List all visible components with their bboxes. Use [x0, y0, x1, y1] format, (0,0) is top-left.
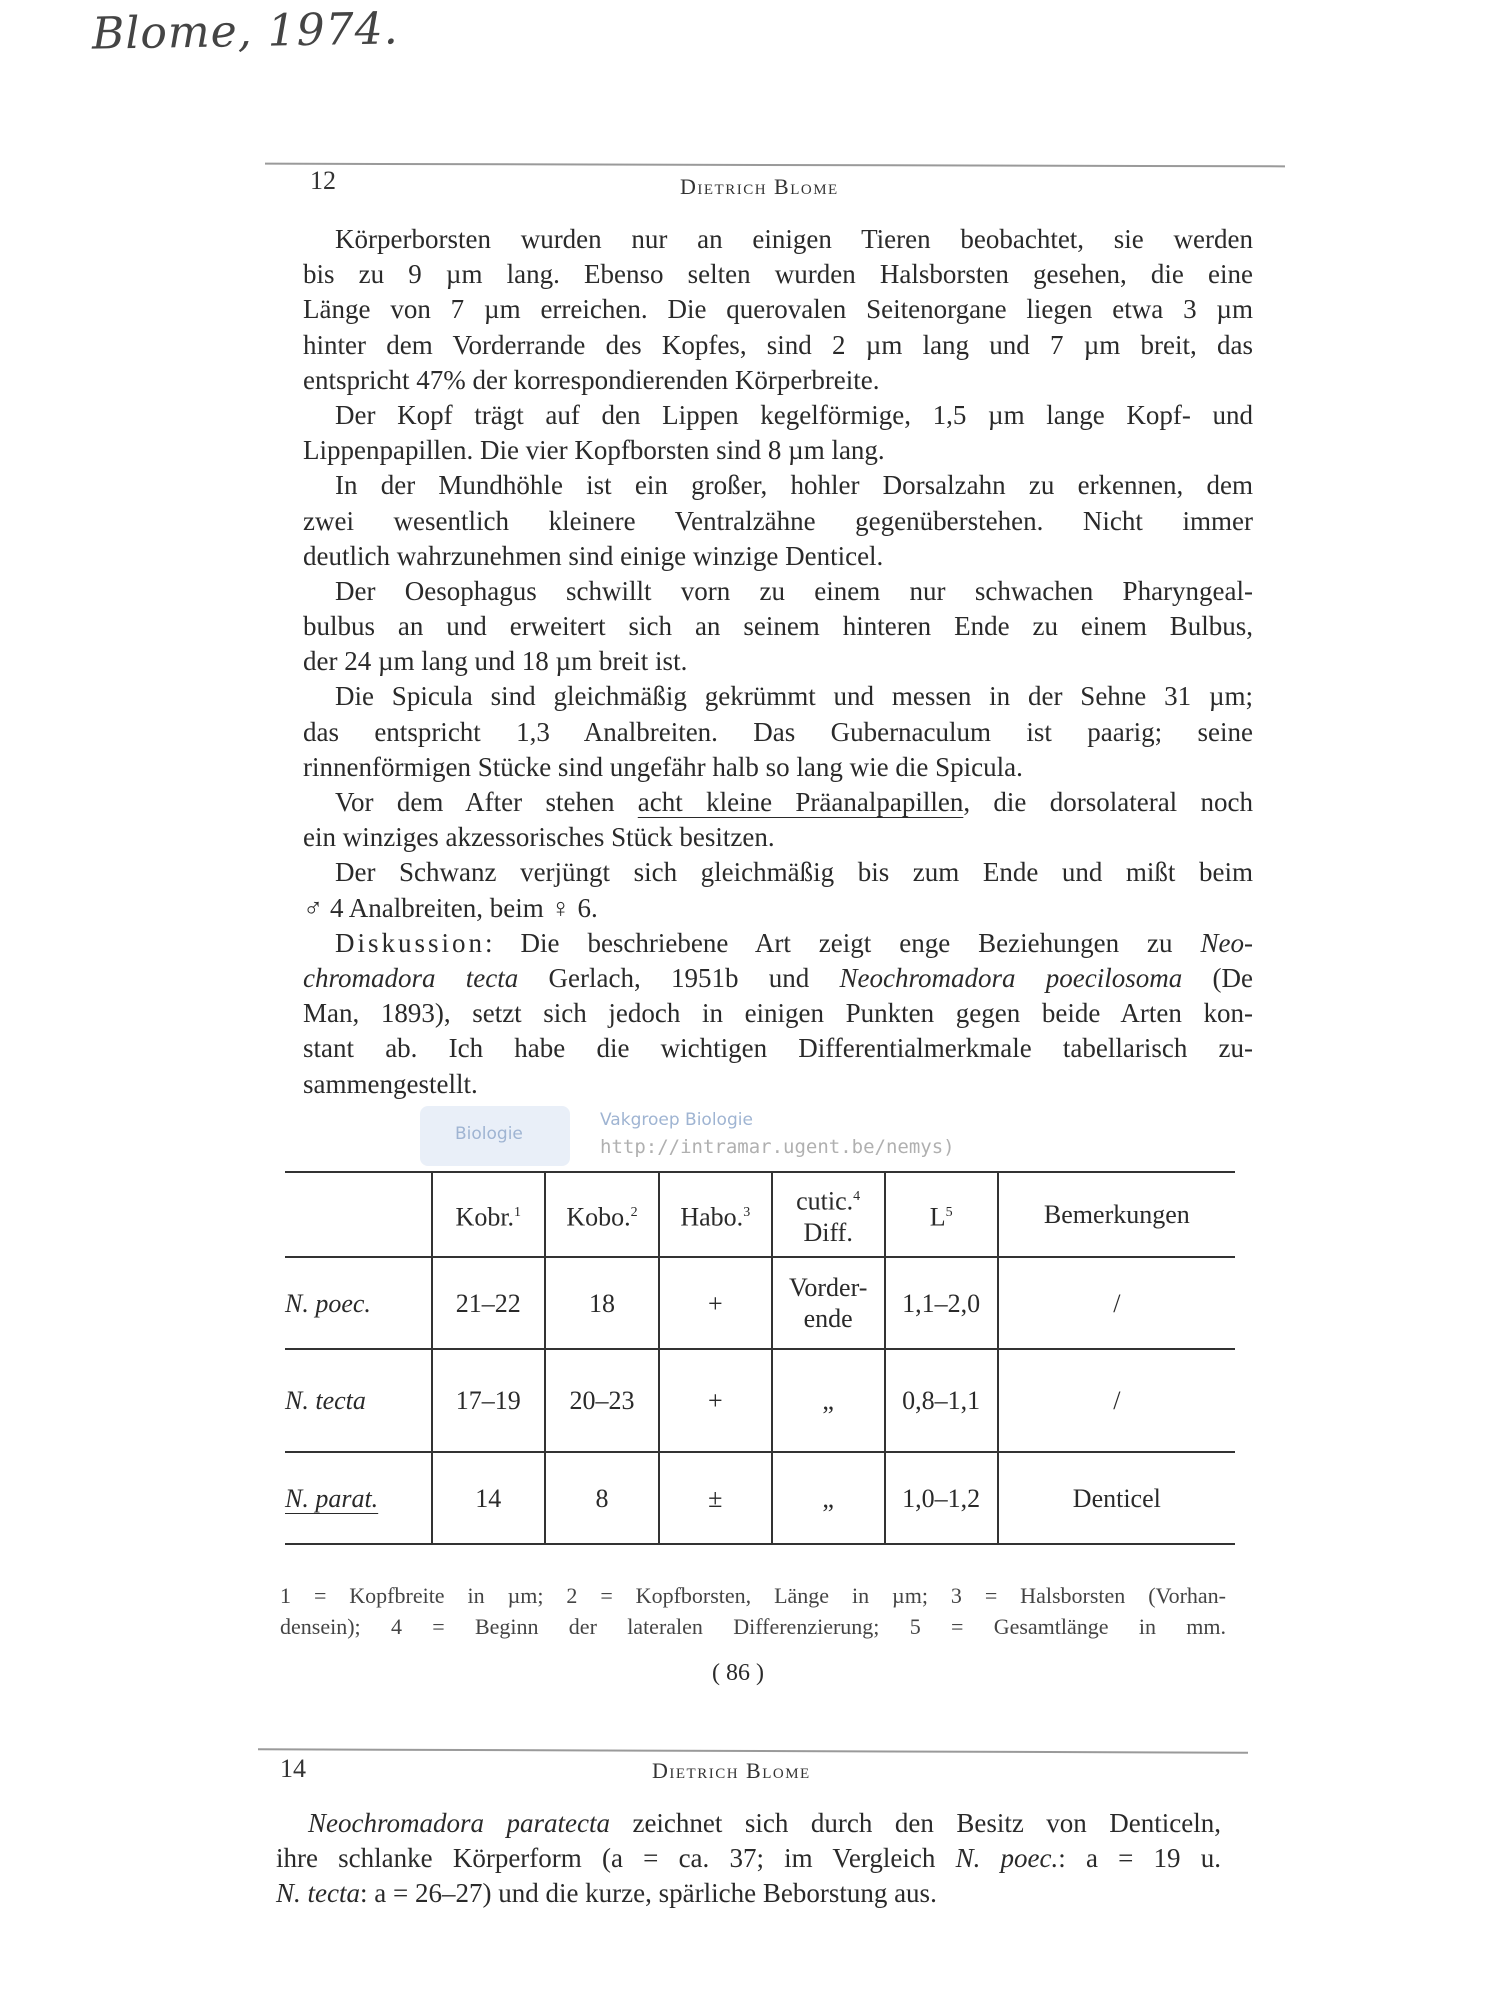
text-line — [276, 1876, 1221, 1911]
text-segment: Lippenpapillen. Die vier Kopfborsten sind 8 µm lang. — [303, 435, 885, 466]
text-line — [303, 820, 1253, 855]
text-line — [303, 855, 1253, 890]
text-line — [303, 539, 1253, 574]
text-segment: bulbus an und erweitert sich an seinem hinteren Ende zu einem Bulbus, — [303, 611, 1253, 642]
text-segment: Man, 1893), setzt sich jedoch in einigen Punkten gegen beide Arten kon- — [303, 998, 1253, 1029]
text-segment: Der Oesophagus schwillt vorn zu einem nur schwachen Pharyngeal- — [335, 575, 1253, 606]
text-segment: N. poec. — [955, 1843, 1059, 1874]
column-header — [885, 1172, 998, 1257]
table-cell — [772, 1452, 885, 1544]
cell-value: N. poec. — [285, 1288, 371, 1318]
folio: ( 86 ) — [712, 1660, 764, 1686]
running-head-2: Dietrich Blome — [652, 1758, 811, 1783]
text-segment: stant ab. Ich habe die wichtigen Differentialmerkmale tabellarisch zu- — [303, 1033, 1253, 1064]
cell-value: ± — [708, 1483, 723, 1513]
column-header — [772, 1172, 885, 1257]
cell-value: 0,8–1,1 — [902, 1386, 981, 1415]
cell-value: N. parat. — [285, 1483, 379, 1513]
table-cell — [772, 1349, 885, 1452]
text-line — [303, 961, 1253, 996]
text-segment: : Die beschriebene Art zeigt enge Beziehungen zu — [485, 927, 1201, 958]
text-segment: Neochromadora poecilosoma — [839, 962, 1183, 993]
text-segment: In der Mundhöhle ist ein großer, hohler Dorsalzahn zu erkennen, dem — [335, 470, 1253, 501]
text-segment: N. tecta — [276, 1878, 360, 1909]
column-header — [659, 1172, 772, 1257]
footnote-line: densein); 4 = Beginn der lateralen Differenzierung; 5 = Gesamtlänge in mm. — [280, 1614, 1226, 1639]
text-segment: deutlich wahrzunehmen sind einige winzige Denticel. — [303, 540, 884, 571]
footnote-marker: 5 — [945, 1204, 953, 1220]
text-line — [303, 609, 1253, 644]
cell-value: N. tecta — [285, 1386, 366, 1415]
text-segment: zwei wesentlich kleinere Ventralzähne gegenüberstehen. Nicht immer — [303, 505, 1253, 536]
text-segment: das entspricht 1,3 Analbreiten. Das Gubernaculum ist paarig; seine — [303, 716, 1253, 747]
table-cell — [885, 1452, 998, 1544]
text-line — [303, 504, 1253, 539]
text-segment: Neochromadora paratecta — [308, 1808, 610, 1838]
header-label: Kobo. — [566, 1202, 631, 1232]
table-row — [285, 1349, 1235, 1452]
table-cell — [432, 1257, 546, 1349]
text-line — [303, 222, 1253, 257]
cell-value: Denticel — [1072, 1483, 1161, 1513]
cell-value: + — [707, 1386, 723, 1415]
cell-value: 21–22 — [455, 1288, 521, 1318]
cell-value: 18 — [589, 1288, 615, 1318]
text-line — [303, 574, 1253, 609]
text-segment: Diskussion — [335, 927, 486, 958]
cell-value: 8 — [595, 1483, 609, 1513]
text-segment: : a = 19 u. — [1058, 1843, 1221, 1874]
text-segment: acht kleine Präanalpapillen — [637, 787, 964, 817]
header-label: Diff. — [803, 1217, 853, 1247]
text-segment: hinter dem Vorderrande des Kopfes, sind 2 µm lang und 7 µm breit, das — [303, 329, 1253, 360]
text-line — [303, 891, 1253, 926]
species-cell — [285, 1257, 432, 1349]
text-line — [303, 1067, 1253, 1102]
footnote-marker: 1 — [514, 1204, 522, 1220]
cell-value: „ — [822, 1483, 834, 1513]
text-line — [303, 433, 1253, 468]
cell-value: 1,0–1,2 — [902, 1483, 981, 1513]
text-line — [303, 257, 1253, 292]
cell-value: / — [1113, 1386, 1121, 1415]
body-text — [303, 222, 1253, 1102]
text-line — [303, 292, 1253, 327]
cell-value: 1,1–2,0 — [902, 1288, 981, 1318]
text-segment: Neo- — [1200, 927, 1253, 958]
text-line — [303, 363, 1253, 398]
table-cell — [545, 1452, 659, 1544]
table-row — [285, 1452, 1235, 1544]
text-line — [276, 1806, 1221, 1841]
text-line — [303, 468, 1253, 503]
text-segment: ein winziges akzessorisches Stück besitzen. — [303, 822, 775, 853]
species-cell — [285, 1452, 432, 1544]
watermark-logo-text: Biologie — [455, 1124, 523, 1144]
text-segment: Vor dem After stehen — [335, 787, 638, 817]
text-line — [303, 715, 1253, 750]
table-row — [285, 1257, 1235, 1349]
footnote-line: 1 = Kopfbreite in µm; 2 = Kopfborsten, Länge in µm; 3 = Halsborsten (Vorhan- — [280, 1583, 1226, 1608]
text-segment: rinnenförmigen Stücke sind ungefähr halb so lang wie die Spicula. — [303, 751, 1023, 782]
differential-table — [285, 1171, 1235, 1545]
header-label: L — [929, 1202, 946, 1232]
table-cell — [659, 1349, 772, 1452]
column-header — [285, 1172, 432, 1257]
text-segment: : a = 26–27) und die kurze, spärliche Beborstung aus. — [359, 1878, 937, 1909]
column-header — [432, 1172, 546, 1257]
watermark-url: http://intramar.ugent.be/nemys) — [600, 1136, 955, 1158]
text-line — [276, 1841, 1221, 1876]
body-text-2 — [276, 1806, 1221, 1912]
table-cell — [659, 1257, 772, 1349]
table-cell — [998, 1452, 1235, 1544]
text-line — [303, 750, 1253, 785]
text-segment: der 24 µm lang und 18 µm breit ist. — [303, 646, 688, 677]
column-header — [998, 1172, 1235, 1257]
text-segment: Die Spicula sind gleichmäßig gekrümmt und messen in der Sehne 31 µm; — [335, 681, 1253, 712]
text-segment: (De — [1182, 962, 1253, 993]
table-footnotes — [280, 1580, 1226, 1642]
table-cell — [885, 1349, 998, 1452]
text-segment: entspricht 47% der korrespondierenden Körperbreite. — [303, 364, 880, 395]
text-segment: Körperborsten wurden nur an einigen Tieren beobachtet, sie werden — [335, 224, 1253, 254]
footnote-marker: 3 — [743, 1204, 751, 1220]
table-cell — [772, 1257, 885, 1349]
table-cell — [432, 1452, 546, 1544]
text-segment: sammengestellt. — [303, 1068, 478, 1099]
footnote-marker: 4 — [853, 1189, 861, 1205]
text-line — [303, 398, 1253, 433]
cell-value: + — [707, 1288, 723, 1318]
table-cell — [885, 1257, 998, 1349]
page-number: 12 — [310, 166, 336, 195]
text-segment: bis zu 9 µm lang. Ebenso selten wurden Halsborsten gesehen, die eine — [303, 259, 1253, 290]
text-line — [303, 1031, 1253, 1066]
species-cell — [285, 1349, 432, 1452]
text-line — [303, 996, 1253, 1031]
text-segment: chromadora tecta — [303, 962, 519, 993]
column-header — [545, 1172, 659, 1257]
cell-value: „ — [822, 1386, 834, 1415]
header-label: Habo. — [680, 1202, 744, 1232]
text-line — [303, 328, 1253, 363]
header-label: Kobr. — [455, 1202, 515, 1232]
watermark-group: Vakgroep Biologie — [600, 1110, 753, 1130]
table-cell — [545, 1349, 659, 1452]
text-segment: Länge von 7 µm erreichen. Die querovalen Seitenorgane liegen etwa 3 µm — [303, 294, 1253, 325]
text-segment: , die dorsolateral noch — [963, 787, 1253, 817]
cell-value: Vorder- ende — [788, 1273, 868, 1333]
running-head: Dietrich Blome — [680, 174, 839, 199]
header-label: cutic. — [796, 1186, 854, 1216]
header-label: Bemerkungen — [1043, 1200, 1190, 1229]
second-page-rule — [258, 1748, 1248, 1753]
text-segment: ihre schlanke Körperform (a = ca. 37; im Vergleich — [276, 1843, 956, 1874]
table-cell — [545, 1257, 659, 1349]
text-segment: ♂ 4 Analbreiten, beim ♀ 6. — [303, 892, 598, 923]
text-line — [303, 679, 1253, 714]
footnote-marker: 2 — [630, 1204, 638, 1220]
table-cell — [998, 1349, 1235, 1452]
cell-value: 14 — [475, 1483, 502, 1513]
text-segment: Der Kopf trägt auf den Lippen kegelförmige, 1,5 µm lange Kopf- und — [335, 399, 1253, 430]
table-cell — [432, 1349, 546, 1452]
cell-value: 20–23 — [569, 1386, 635, 1415]
text-line — [303, 644, 1253, 679]
cell-value: / — [1113, 1288, 1121, 1318]
text-segment: Gerlach, 1951b und — [518, 962, 840, 993]
table-cell — [998, 1257, 1235, 1349]
cell-value: 17–19 — [455, 1386, 521, 1415]
handwritten-note: Blome, 1974. — [91, 3, 400, 60]
table-cell — [659, 1452, 772, 1544]
text-segment: Der Schwanz verjüngt sich gleichmäßig bis zum Ende und mißt beim — [335, 857, 1253, 888]
page-number-2: 14 — [280, 1754, 306, 1783]
text-segment: zeichnet sich durch den Besitz von Denticeln, — [609, 1808, 1221, 1838]
top-rule — [265, 163, 1285, 168]
text-line — [303, 785, 1253, 820]
text-line — [303, 926, 1253, 961]
